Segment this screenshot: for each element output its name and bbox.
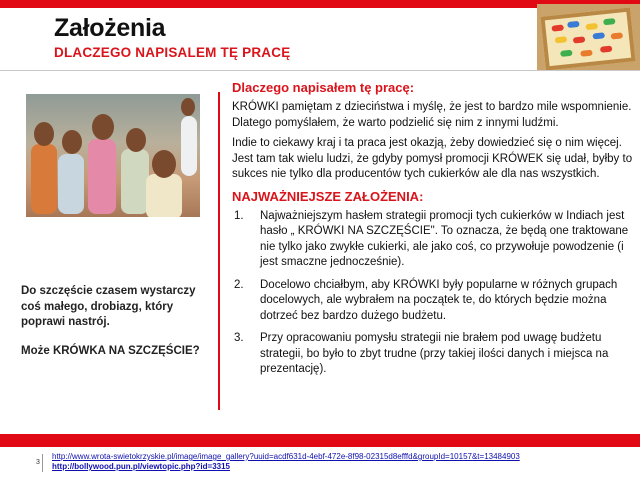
list-item-text: Najważniejszym hasłem strategii promocji tych cukierków w Indiach jest hasło „ KRÓWKI NA SZCZĘŚCIE". To oznacza, że będą one traktowane nie tylko jako zwykłe cukierki, ale jako coś, co przywołuje powodzenie (i jest smaczne jednocześnie).	[260, 209, 629, 268]
main-content	[232, 80, 634, 385]
side-note-text: Do szczęście czasem wystarczy coś małego, drobiazg, który poprawi nastrój.	[21, 285, 196, 328]
slide-subtitle: DLACZEGO NAPISALEM TĘ PRACĘ	[54, 45, 291, 60]
paragraph-1: KRÓWKI pamiętam z dzieciństwa i myślę, że jest to bardzo mile wspomnienie. Dlatego pomyślałem, że warto podzielić się nim z innymi ludźmi.	[232, 101, 632, 129]
footer-separator	[42, 454, 43, 472]
side-note-question: Może KRÓWKA NA SZCZĘŚCIE?	[21, 344, 200, 357]
slide-title: Założenia	[54, 14, 166, 42]
list-item-number: 2.	[234, 278, 244, 291]
source-link-bollywood[interactable]: http://bollywood.pun.pl/viewtopic.php?id=3315	[52, 462, 230, 471]
children-photo	[26, 94, 200, 217]
section-heading-assumptions: NAJWAŻNIEJSZE ZAŁOŻENIA:	[232, 188, 424, 204]
footer	[36, 452, 520, 472]
assumptions-list	[232, 209, 634, 378]
side-note	[21, 284, 201, 372]
candy-box-image	[537, 4, 640, 70]
header-divider	[0, 70, 640, 71]
list-item-number: 3.	[234, 332, 244, 344]
vertical-divider	[218, 92, 220, 410]
list-item	[232, 209, 634, 271]
paragraph-2: Indie to ciekawy kraj i ta praca jest okazją, żeby dowiedzieć się o nim więcej. Jest tam tak wielu ludzi, że gdyby pomysł promocji KRÓWEK się udał, byłby to sukces nie tylko dla producentów tych cukierków ale dla nas wszystkich.	[232, 137, 633, 180]
list-item-number: 1.	[234, 209, 244, 222]
source-link-image[interactable]: http://www.wrota-swietokrzyskie.pl/image/image_gallery?uuid=acdf631d-4ebf-472e-8f98-02315d8efffd&groupId=10157&t=13484903	[52, 452, 520, 461]
section-heading-why: Dlaczego napisałem tę pracę:	[232, 80, 415, 95]
list-item	[232, 278, 634, 325]
page-number: 3	[36, 459, 40, 466]
list-item-text: Przy opracowaniu pomysłu strategii nie brałem pod uwagę budżetu strategii, bo było to zbyt trudne (przy takiej ilości danych i miejsca na prezentację).	[260, 332, 609, 375]
list-item-text: Docelowo chciałbym, aby KRÓWKI były popularne w różnych grupach docelowych, ale wybrałem na początek te, do których będzie można dotrzeć bez bardzo dużego budżetu.	[260, 278, 618, 322]
list-item	[232, 331, 634, 378]
bottom-accent-bar	[0, 434, 640, 447]
